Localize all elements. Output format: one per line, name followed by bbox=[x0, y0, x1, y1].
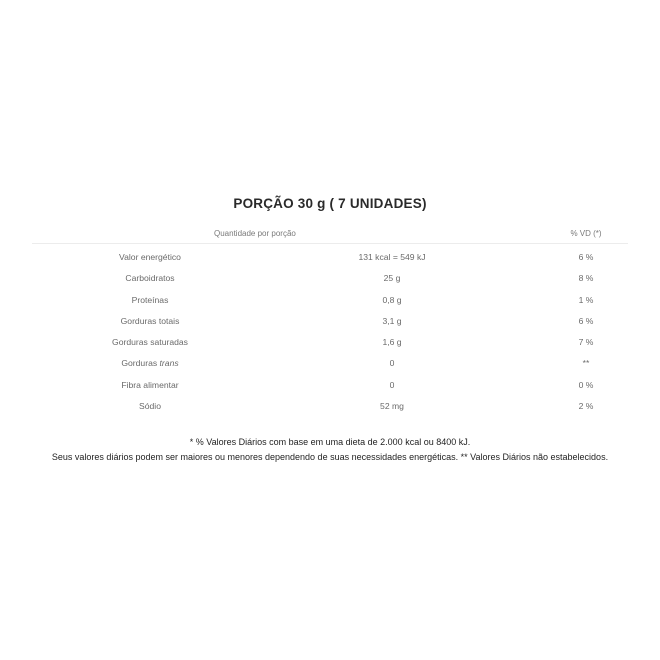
nutrient-daily-value: 7 % bbox=[578, 337, 594, 348]
quantity-column-header: Quantidade por porção bbox=[214, 229, 296, 238]
table-row bbox=[0, 290, 660, 311]
nutrient-quantity: 25 g bbox=[383, 273, 401, 284]
nutrient-daily-value: 2 % bbox=[578, 401, 594, 412]
table-row bbox=[0, 311, 660, 332]
nutrient-quantity: 3,1 g bbox=[382, 315, 402, 326]
nutrient-daily-value: 6 % bbox=[578, 252, 594, 262]
nutrient-name: Gorduras saturadas bbox=[112, 337, 188, 348]
nutrient-name: Sódio bbox=[139, 401, 161, 412]
nutrient-quantity: 0,8 g bbox=[382, 294, 402, 305]
nutrient-name bbox=[80, 358, 220, 368]
table-row bbox=[0, 353, 660, 374]
nutrient-name-prefix: Gorduras bbox=[121, 358, 160, 369]
nutrient-name-italic: trans bbox=[159, 358, 179, 369]
nutrient-quantity: 0 bbox=[389, 379, 395, 390]
nutrient-daily-value: 1 % bbox=[578, 294, 594, 305]
nutrient-name: Proteínas bbox=[131, 294, 169, 305]
table-row bbox=[0, 247, 660, 268]
nutrient-daily-value: 8 % bbox=[578, 273, 594, 284]
nutrient-daily-value: ** bbox=[582, 358, 590, 369]
nutrient-name: Gorduras totais bbox=[120, 315, 180, 326]
nutrient-quantity: 131 kcal = 549 kJ bbox=[358, 252, 426, 262]
nutrient-name: Fibra alimentar bbox=[121, 379, 179, 390]
nutrient-quantity: 0 bbox=[389, 358, 395, 369]
table-row bbox=[0, 332, 660, 353]
nutrition-table bbox=[0, 247, 660, 417]
table-row bbox=[0, 375, 660, 396]
table-row bbox=[0, 396, 660, 417]
daily-value-footnote: * % Valores Diários com base em uma dieta de 2.000 kcal ou 8400 kJ. bbox=[189, 437, 471, 447]
table-row bbox=[0, 268, 660, 289]
nutrient-name: Carboidratos bbox=[125, 273, 175, 284]
nutrient-name: Valor energético bbox=[119, 252, 181, 262]
header-divider bbox=[32, 243, 628, 244]
nutrient-daily-value: 0 % bbox=[578, 379, 594, 390]
nutrient-quantity: 1,6 g bbox=[382, 337, 402, 348]
nutrient-daily-value: 6 % bbox=[578, 315, 594, 326]
serving-size-title: PORÇÃO 30 g ( 7 UNIDADES) bbox=[233, 196, 427, 211]
nutrient-quantity: 52 mg bbox=[380, 401, 404, 412]
table-header bbox=[0, 229, 660, 243]
daily-value-column-header: % VD (*) bbox=[570, 229, 602, 238]
energy-needs-footnote: Seus valores diários podem ser maiores ou menores dependendo de suas necessidades energéticas. ** Valores Diários não estabelecidos. bbox=[51, 452, 609, 462]
